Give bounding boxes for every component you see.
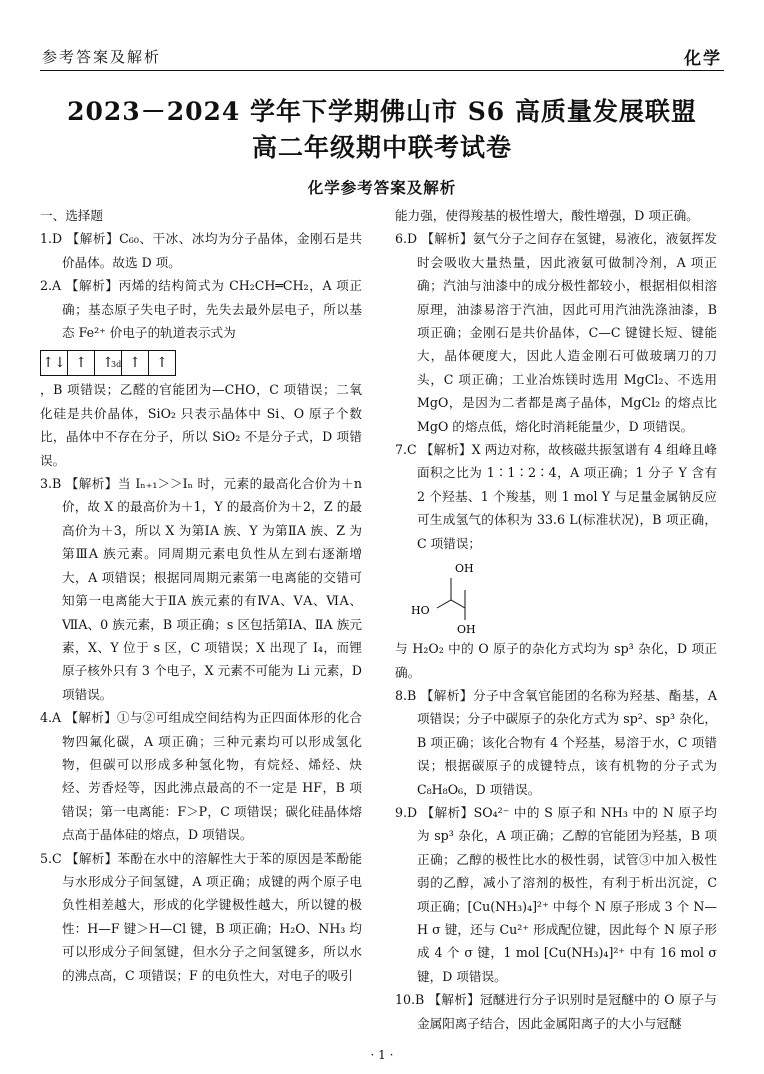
mol-label-ho-left: HO <box>411 604 430 618</box>
answer-q1: 1.D 【解析】C₆₀、干冰、冰均为分子晶体，金刚石是共价晶体。故选 D 项。 <box>40 231 362 270</box>
orbital-label: 3d <box>111 360 122 370</box>
mol-label-oh-top: OH <box>455 562 474 576</box>
title-line-1: 2023－2024 学年下学期佛山市 S6 高质量发展联盟 <box>67 97 697 126</box>
answer-q8: 8.B 【解析】分子中含氧官能团的名称为羟基、酯基，A 项错误；分子中碳原子的杂化方式为 sp²、sp³ 杂化，B 项正确；该化合物有 4 个羟基，易溶于水，C 项错误；根据碳原子的成键特点，该有机物的分子式为 C₈H₈O₆，D 项错误。 <box>395 687 717 797</box>
answer-q2-part1: 2.A 【解析】丙烯的结构简式为 CH₂CH═CH₂，A 项正确；基态原子失电子时，先失去最外层电子，所以基态 Fe²⁺ 价电子的轨道表示式为 <box>40 278 362 341</box>
orbital-boxes <box>40 350 176 376</box>
answer-q9: 9.D 【解析】SO₄²⁻ 中的 S 原子和 NH₃ 中的 N 原子均为 sp³ 杂化，A 项正确；乙醇的官能团为羟基，B 项正确；乙醇的极性比水的极性弱，试管③中加入极性弱的乙醇，减小了溶剂的极性，有利于析出沉淀，C 项正确；[Cu(NH₃)₄]²⁺ 中每个 N 原子形成 3 个 N—H σ 键，还与 Cu²⁺ 形成配位键，因此每个 N 原子形成 4 个 σ 键，1 mol [Cu(NH₃)₄]²⁺ 中有 16 mol σ 键，D 项错误。 <box>395 804 717 984</box>
answer-q7-part1: 7.C 【解析】X 两边对称，故核磁共振氢谱有 4 组峰且峰面积之比为 1∶1∶2∶4，A 项正确；1 分子 Y 含有 2 个羟基、1 个羧基，则 1 mol Y 与足量金属钠反应可生成氢气的体积为 33.6 L(标准状况)，B 项正确，C 项错误； <box>395 442 717 551</box>
orbital-cell: ↑ <box>156 355 168 372</box>
orbital-diagram <box>40 346 362 376</box>
header-left: 参考答案及解析 <box>42 48 162 66</box>
answer-q7-part2: 与 H₂O₂ 中的 O 原子的杂化方式均为 sp³ 杂化，D 项正确。 <box>395 641 717 680</box>
mol-label-oh-bottom: OH <box>457 623 476 637</box>
orbital-cell: ↑ <box>95 351 122 375</box>
orbital-cell: ↑ <box>122 351 149 375</box>
answer-q2-part2: ，B 项错误；乙醛的官能团为—CHO，C 项错误；二氧化硅是共价晶体，SiO₂ 只表示晶体中 Si、O 原子个数比，晶体中不存在分子，所以 SiO₂ 不是分子式，D 项错误。 <box>40 382 362 468</box>
title-line-2: 高二年级期中联考试卷 <box>251 133 512 162</box>
answer-q6: 6.D 【解析】氨气分子之间存在氢键，易液化，液氨挥发时会吸收大量热量，因此液氨可做制冷剂，A 项正确；汽油与油漆中的成分极性都较小，根据相似相溶原理，油漆易溶于汽油，因此可用汽油洗涤油漆，B 项正确；金刚石是共价晶体，C—C 键键长短、键能大，晶体硬度大，因此人造金刚石可做玻璃刀的刀头，C 项正确；工业冶炼镁时选用 MgCl₂、不选用 MgO，是因为二者都是离子晶体，MgCl₂ 的熔点比 MgO 的熔点低，熔化时消耗能量少，D 项错误。 <box>395 231 717 434</box>
right-column <box>395 204 717 1035</box>
subtitle: 化学参考答案及解析 <box>307 178 457 197</box>
answer-q5-continued: 能力强，使得羧基的极性增大，酸性增强，D 项正确。 <box>395 208 699 223</box>
answer-q3: 3.B 【解析】当 Iₙ₊₁＞＞Iₙ 时，元素的最高化合价为＋n 价，故 X 的最高价为＋1，Y 的最高价为＋2，Z 的最高价为＋3，所以 X 为第ⅠA 族、Y 为第ⅡA 族、Z 为第ⅢA 族元素。同周期元素电负性从左到右逐渐增大，A 项错误；根据同周期元素第一电离能的交错可知第一电离能大于ⅡA 族元素的有ⅣA、ⅤA、ⅥA、ⅦA、0 族元素，B 项正确；s 区包括第ⅠA、ⅡA 族元素，X、Y 位于 s 区，C 项错误；X 出现了 I₄，而锂原子核外只有 3 个电子，X 元素不可能为 Li 元素，D 项错误。 <box>40 476 362 702</box>
left-column <box>40 204 362 987</box>
answer-q10: 10.B 【解析】冠醚进行分子识别时是冠醚中的 O 原子与金属阳离子结合，因此金属阳离子的大小与冠醚 <box>395 992 717 1031</box>
section-heading: 一、选择题 <box>40 208 103 223</box>
orbital-cell: ↑↓ <box>41 351 68 375</box>
page-header <box>40 0 724 71</box>
page-number: · 1 · <box>370 1048 394 1062</box>
header-subject: 化学 <box>684 49 722 69</box>
orbital-cell: ↑ <box>68 351 95 375</box>
answer-q5: 5.C 【解析】苯酚在水中的溶解性大于苯的原因是苯酚能与水形成分子间氢键，A 项正确；成键的两个原子电负性相差越大，形成的化学键极性越大，所以键的极性：H—F 键＞H—Cl 键，B 项正确；H₂O、NH₃ 均可以形成分子间氢键，但水分子之间氢键多，所以水的沸点高，C 项错误；F 的电负性大，对电子的吸引 <box>40 850 362 983</box>
glycerol-structure-diagram <box>401 556 501 636</box>
molecule-structure <box>395 555 717 637</box>
answer-q4: 4.A 【解析】①与②可组成空间结构为正四面体形的化合物四氟化碳，A 项正确；三种元素均可以形成氢化物，但碳可以形成多种氢化物，有烷烃、烯烃、炔烃、芳香烃等，因此沸点最高的不一定是 HF，B 项错误；第一电离能：F＞P，C 项错误；碳化硅晶体熔点高于晶体硅的熔点，D 项错误。 <box>40 710 362 843</box>
